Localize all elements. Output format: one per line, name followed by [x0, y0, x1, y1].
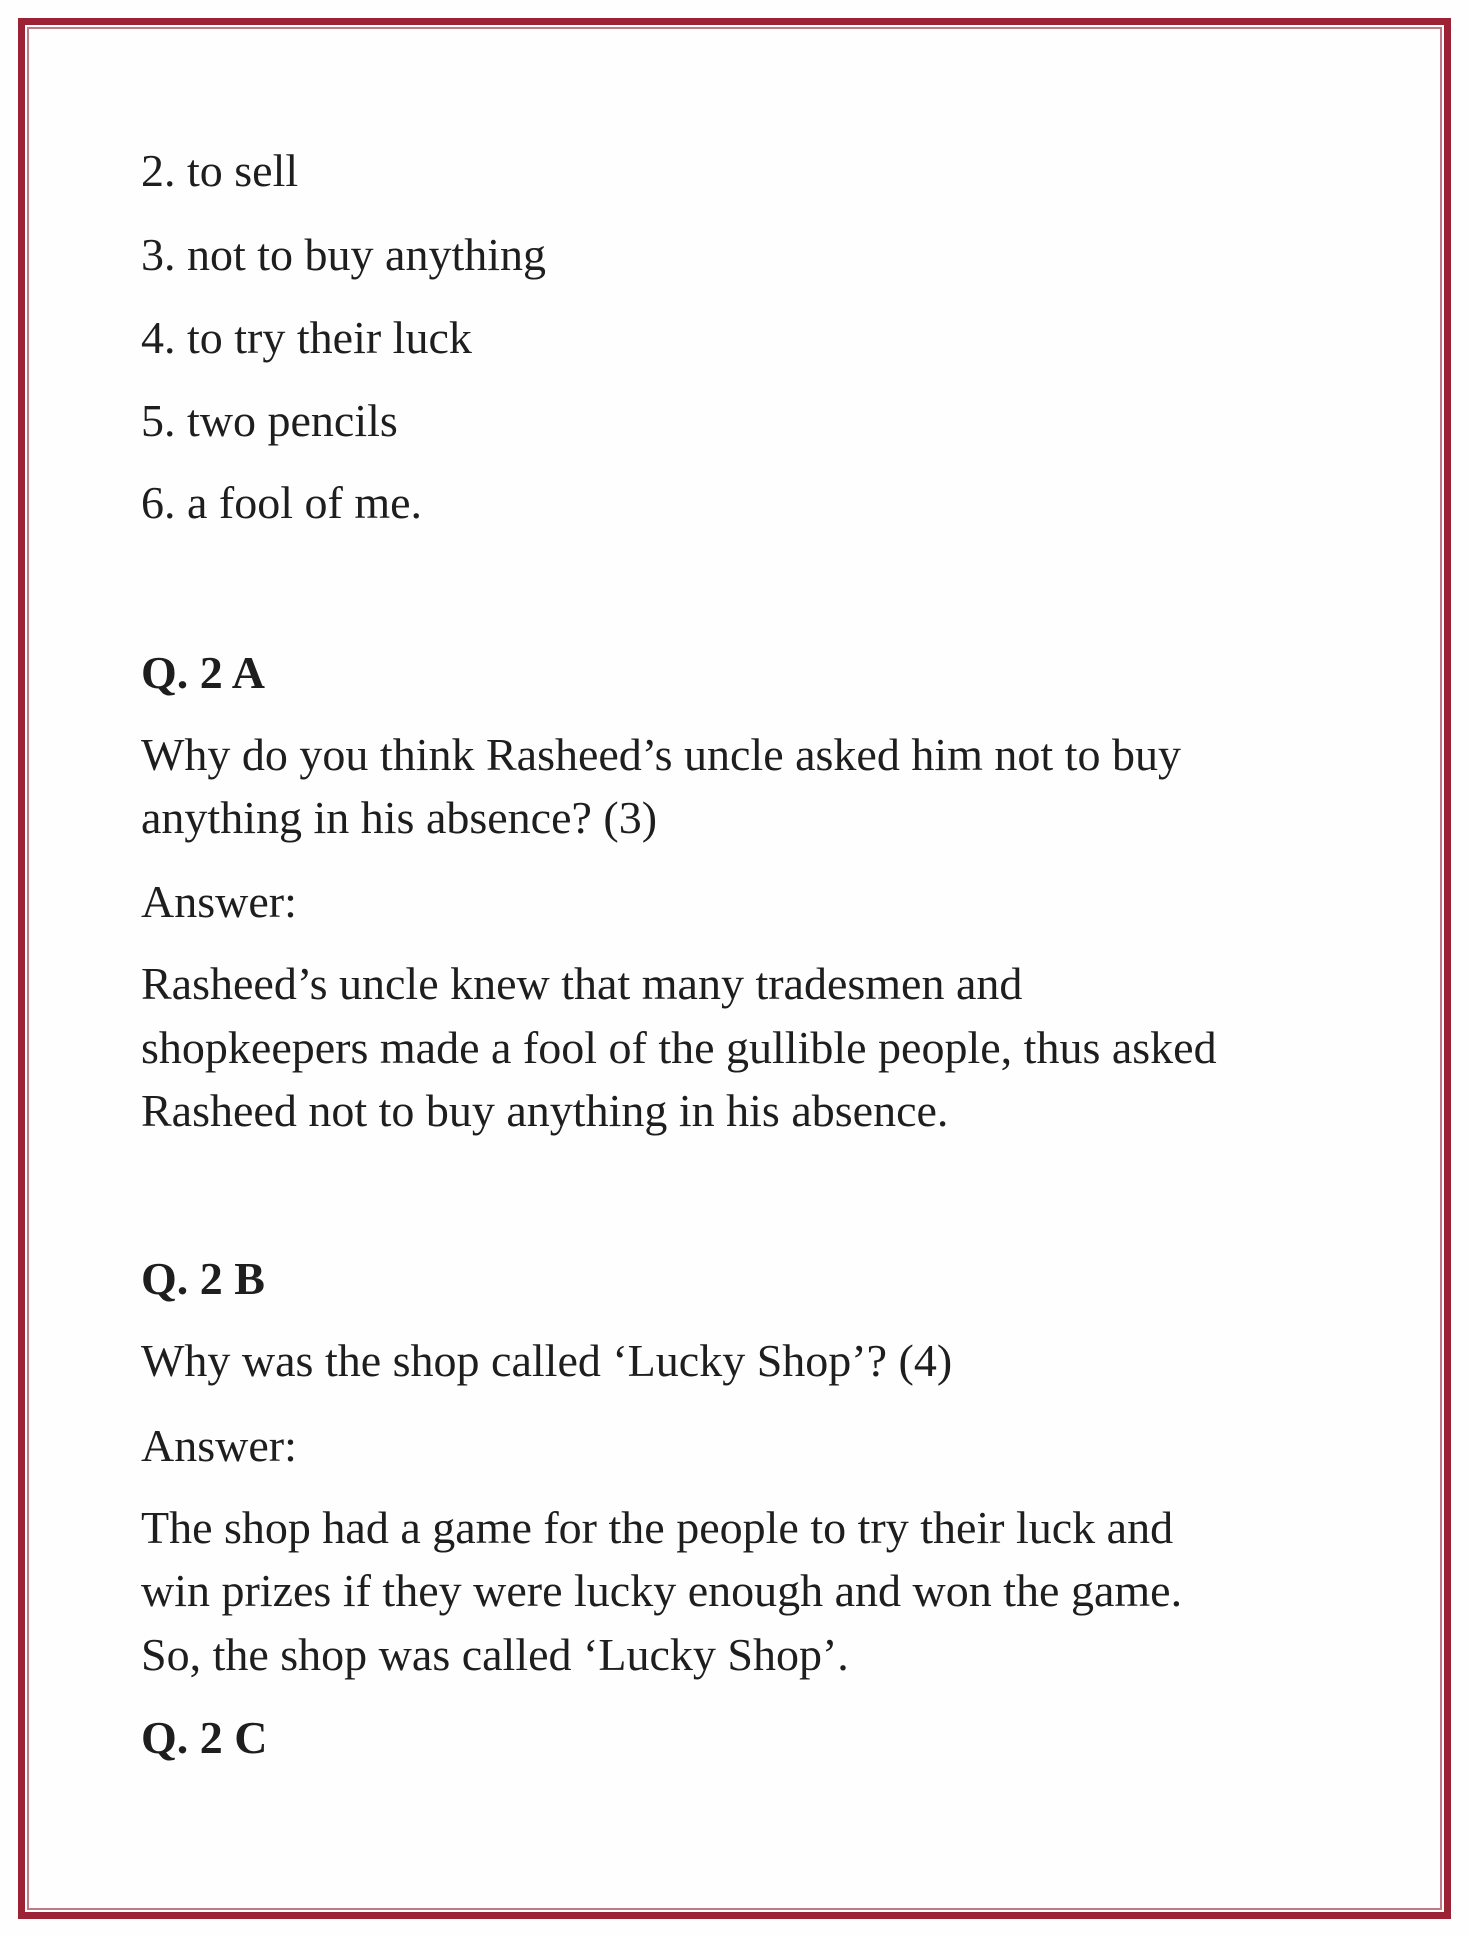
- question-text: Why do you think Rasheed’s uncle asked him not to buy: [141, 729, 1181, 780]
- question-heading-2b: Q. 2 B: [141, 1253, 265, 1304]
- answer-text: Rasheed’s uncle knew that many tradesmen and: [141, 958, 1023, 1009]
- answer-item: 6. a fool of me.: [141, 477, 423, 528]
- answer-item: 2. to sell: [141, 145, 299, 196]
- answer-item: 4. to try their luck: [141, 312, 472, 363]
- answer-text: win prizes if they were lucky enough and won the game.: [141, 1565, 1183, 1616]
- question-heading-2a: Q. 2 A: [141, 647, 265, 698]
- question-text: anything in his absence? (3): [141, 792, 658, 843]
- question-heading-2c: Q. 2 C: [141, 1712, 268, 1763]
- answer-item: 3. not to buy anything: [141, 229, 547, 280]
- answer-item: 5. two pencils: [141, 395, 398, 446]
- question-text: Why was the shop called ‘Lucky Shop’? (4): [141, 1335, 953, 1386]
- answer-text: shopkeepers made a fool of the gullible people, thus asked: [141, 1022, 1217, 1073]
- answer-text: Rasheed not to buy anything in his absence.: [141, 1085, 949, 1136]
- answer-text: So, the shop was called ‘Lucky Shop’.: [141, 1629, 849, 1680]
- answer-label: Answer:: [141, 1420, 297, 1471]
- answer-label: Answer:: [141, 876, 297, 927]
- answer-text: The shop had a game for the people to try their luck and: [141, 1502, 1174, 1553]
